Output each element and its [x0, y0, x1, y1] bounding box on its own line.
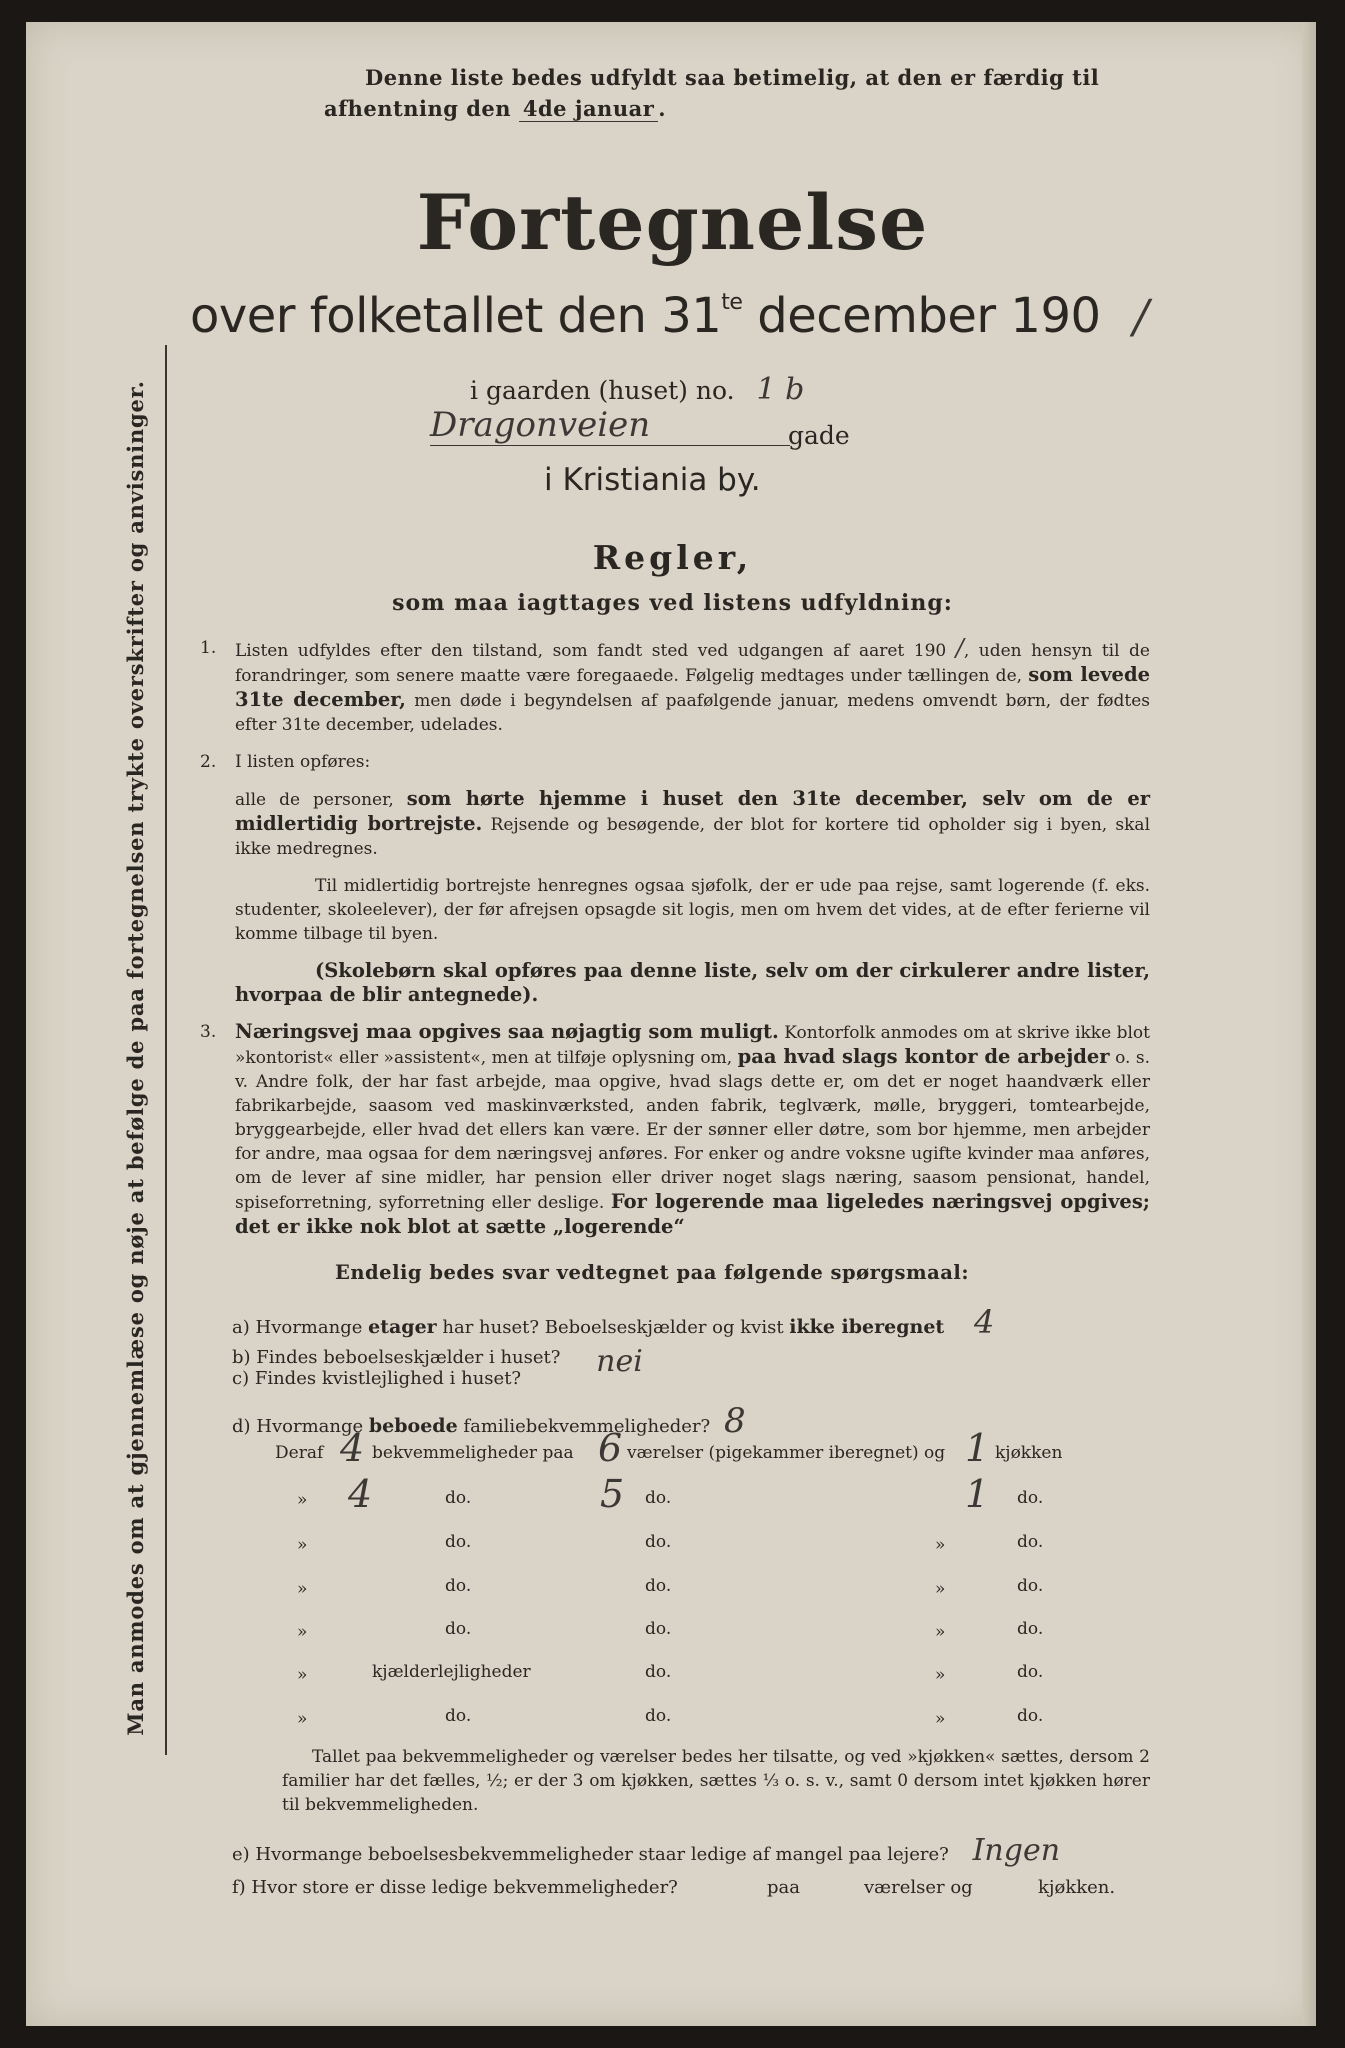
row-2-quote-1: »: [297, 1490, 308, 1510]
rule-2-p1-b: Rejsende og besøgende, der blot for kortere tid opholder sig i byen, skal ikke medregnes.: [235, 815, 1151, 859]
question-d-label: d): [232, 1416, 251, 1437]
question-c-text: Findes kvistlejlighed i huset?: [254, 1368, 522, 1389]
row-6-quote: »: [297, 1665, 308, 1685]
rules-list: [200, 636, 1150, 1253]
row-5-do-2: do.: [645, 1619, 672, 1639]
row-4-do-2: do.: [645, 1576, 672, 1596]
notice-line-2-text: afhentning den: [324, 96, 519, 121]
notice-period: .: [658, 96, 667, 121]
rule-2-paragraph-2: Til midlertidig bortrejste henregnes ogsaa sjøfolk, der er ude paa rejse, samt logerende (f. eks. studenter, skoleelever), der før afrejsen opsagde sit logis, men om hvem det vides, at de efter ferierne vil komme tilbage til byen.: [235, 876, 1150, 944]
row-7-do-3: do.: [1017, 1706, 1044, 1726]
rule-2-p1-bold: som hørte hjemme i huset den 31te december, selv om de er midlertidig bortrejste.: [235, 787, 1150, 835]
question-c: [232, 1368, 521, 1389]
question-e-answer: Ingen: [972, 1833, 1061, 1868]
rules-subheading: som maa iagttages ved listens udfyldning:: [392, 590, 953, 616]
question-a-answer: 4: [973, 1303, 995, 1341]
row-3-do-3: do.: [1017, 1532, 1044, 1552]
page-title: Fortegnelse: [416, 178, 929, 267]
table-row2-kitchen: 1: [965, 1472, 990, 1516]
question-f: [232, 1877, 1116, 1898]
rule-2-paragraph-3: (Skolebørn skal opføres paa denne liste, selv om der cirkulerer andre lister, hvorpaa de blir antegnede).: [235, 959, 1150, 1006]
question-d-answer: 8: [723, 1401, 746, 1441]
year-handwritten: /: [1133, 289, 1149, 343]
table-bekv-header: bekvemmeligheder paa: [372, 1443, 574, 1463]
row-3-do-2: do.: [645, 1532, 672, 1552]
row-7-do-2: do.: [645, 1706, 672, 1726]
rule-3-bold-3: For logerende maa ligeledes næringsvej opgives; det er ikke nok blot at sætte „logerende“: [235, 1190, 1150, 1238]
row-4-do-1: do.: [445, 1576, 472, 1596]
kitchen-footnote: Tallet paa bekvemmeligheder og værelser bedes her tilsatte, og ved »kjøkken« sættes, dersom 2 familier har det fælles, ½; er der 3 om kjøkken, sættes ⅓ o. s. v., samt 0 dersom intet kjøkken hører til bekvemmeligheden.: [282, 1747, 1150, 1815]
question-e-text: Hvormange beboelsesbekvemmeligheder staar ledige af mangel paa lejere?: [255, 1844, 949, 1865]
row-7-quote: »: [297, 1709, 308, 1729]
rule-2-p1-a: alle de personer,: [235, 790, 394, 810]
notice-line-2: [324, 93, 1144, 124]
question-f-text: Hvor store er disse ledige bekvemmeligheder?: [251, 1877, 678, 1898]
rule-1-text-a: Listen udfyldes efter den tilstand, som fandt sted ved udgangen af aaret 190: [235, 641, 947, 661]
row-3-quote: »: [297, 1535, 308, 1555]
row-5-do-3: do.: [1017, 1619, 1044, 1639]
gade-label: gade: [787, 421, 850, 450]
row-5-quote-2: »: [935, 1622, 946, 1642]
question-f-vaer: værelser og: [864, 1877, 973, 1898]
subtitle: [190, 288, 1148, 344]
rule-3: [200, 1020, 1150, 1240]
subtitle-pre: over folketallet den 31: [190, 288, 722, 344]
street-line: [430, 405, 860, 450]
subtitle-post: december 190: [742, 288, 1101, 344]
rule-3-bold-1: Næringsvej maa opgives saa nøjagtig som muligt.: [235, 1020, 779, 1043]
row-5-quote: »: [297, 1622, 308, 1642]
question-b-answer: nei: [596, 1344, 643, 1379]
row-3-do-1: do.: [445, 1532, 472, 1552]
row-2-do-3: do.: [1017, 1488, 1044, 1508]
question-a-bold-2: ikke iberegnet: [789, 1316, 945, 1338]
question-f-paa: paa: [767, 1877, 800, 1898]
row-4-quote: »: [297, 1579, 308, 1599]
rule-3-number: 3.: [200, 1022, 217, 1042]
row-6-quote-2: »: [935, 1665, 946, 1685]
rule-1: [200, 636, 1150, 737]
row-7-do-1: do.: [445, 1706, 472, 1726]
table-row1-count: 4: [340, 1426, 365, 1470]
question-a-bold: etager: [368, 1316, 437, 1338]
rule-3-text-a: Kontorfolk anmodes om at skrive ikke blot »kontorist« eller »assistent«, men at tilføje oplysning om,: [235, 1023, 1150, 1068]
rule-1-number: 1.: [200, 638, 217, 658]
question-b-text: Findes beboelseskjælder i huset?: [256, 1347, 561, 1368]
table-row1-kitchen: 1: [965, 1426, 990, 1470]
row-6-do-2: do.: [645, 1662, 672, 1682]
rules-heading: Regler,: [592, 538, 753, 577]
rule-1-bold: som levede 31te december,: [235, 663, 1151, 711]
table-deraf: Deraf: [275, 1443, 324, 1463]
question-d-post: familiebekvemmeligheder?: [463, 1416, 711, 1437]
row-4-quote-2: »: [935, 1579, 946, 1599]
question-d: [232, 1401, 746, 1441]
rule-3-text-b: o. s. v. Andre folk, der har fast arbejde, maa opgive, hvad slags dette er, om det er noget haandværk eller fabrikarbejde, saasom ved maskinværksted, anden fabrik, teglværk, mølle, bryggeri, tomtearbejde, bryggearbejde, eller hvad det ellers kan være. Er der sønner eller døtre, som bor hjemme, men arbejder for andre, maa ogsaa for dem næringsvej anføres. For enker og andre voksne ugifte kvinder maa anføres, om de lever af sine midler, har pension eller driver noget slags næring, saasom pensionat, handel, spiseforretning, syforretning eller deslige.: [235, 1048, 1151, 1213]
rule-2-paragraph-1: [235, 787, 1150, 861]
row-3-quote-2: »: [935, 1535, 946, 1555]
question-f-label: f): [232, 1877, 246, 1898]
question-a-pre: Hvormange: [255, 1317, 363, 1338]
house-number-line: [470, 372, 804, 407]
question-a-mid: har huset? Beboelseskjælder og kvist: [442, 1317, 784, 1338]
street-handwritten: Dragonveien: [430, 405, 790, 446]
row-6-do-3: do.: [1017, 1662, 1044, 1682]
rule-1-year-handwritten: /: [955, 634, 964, 662]
question-a-label: a): [232, 1317, 250, 1338]
question-e: [232, 1833, 1060, 1868]
sidebar-instruction: Man anmodes om at gjennemlæse og nøje at befølge de paa fortegnelsen trykte overskrifter og anvisninger.: [123, 380, 148, 1736]
question-c-label: c): [232, 1368, 250, 1389]
question-b-label: b): [232, 1347, 251, 1368]
table-row1-rooms: 6: [598, 1426, 623, 1470]
rule-2-intro: I listen opføres:: [235, 752, 371, 772]
rule-2: [200, 750, 1150, 1007]
rule-1-text-b: , uden hensyn til de forandringer, som senere maatte være foregaaede. Følgelig medtages under tællingen de,: [235, 641, 1150, 686]
row-7-quote-2: »: [935, 1709, 946, 1729]
gaarden-label: i gaarden (huset) no.: [470, 376, 735, 405]
row-6-kjaelder: kjælderlejligheder: [372, 1662, 531, 1682]
table-kjok-header: kjøkken: [995, 1443, 1063, 1463]
question-d-pre: Hvormange: [256, 1416, 364, 1437]
row-4-do-3: do.: [1017, 1576, 1044, 1596]
sidebar-rule: [165, 345, 167, 1755]
house-number-handwritten: 1 b: [756, 372, 805, 407]
notice-date: 4de januar: [519, 96, 658, 122]
city-line: i Kristiania by.: [544, 462, 761, 498]
notice-line-1: Denne liste bedes udfyldt saa betimelig, at den er færdig til: [365, 65, 1100, 90]
question-d-bold: beboede: [368, 1415, 458, 1437]
rule-2-number: 2.: [200, 752, 217, 772]
subtitle-sup: te: [721, 290, 743, 315]
question-e-label: e): [232, 1844, 250, 1865]
table-row2-count: 4: [348, 1472, 373, 1516]
row-2-do-2: do.: [645, 1488, 672, 1508]
rule-1-text-c: men døde i begyndelsen af paafølgende januar, medens omvendt børn, der fødtes efter 31te december, udelades.: [235, 691, 1150, 735]
questions-heading: Endelig bedes svar vedtegnet paa følgende spørgsmaal:: [335, 1261, 970, 1284]
paper-edge: [1302, 22, 1316, 2026]
row-2-do-1: do.: [445, 1488, 472, 1508]
rule-3-bold-2: paa hvad slags kontor de arbejder: [737, 1045, 1110, 1068]
row-5-do-1: do.: [445, 1619, 472, 1639]
table-row2-rooms: 5: [600, 1472, 625, 1516]
pickup-notice: [324, 62, 1152, 124]
table-vaer-header: værelser (pigekammer iberegnet) og: [627, 1443, 946, 1463]
question-f-kjok: kjøkken.: [1038, 1877, 1116, 1898]
